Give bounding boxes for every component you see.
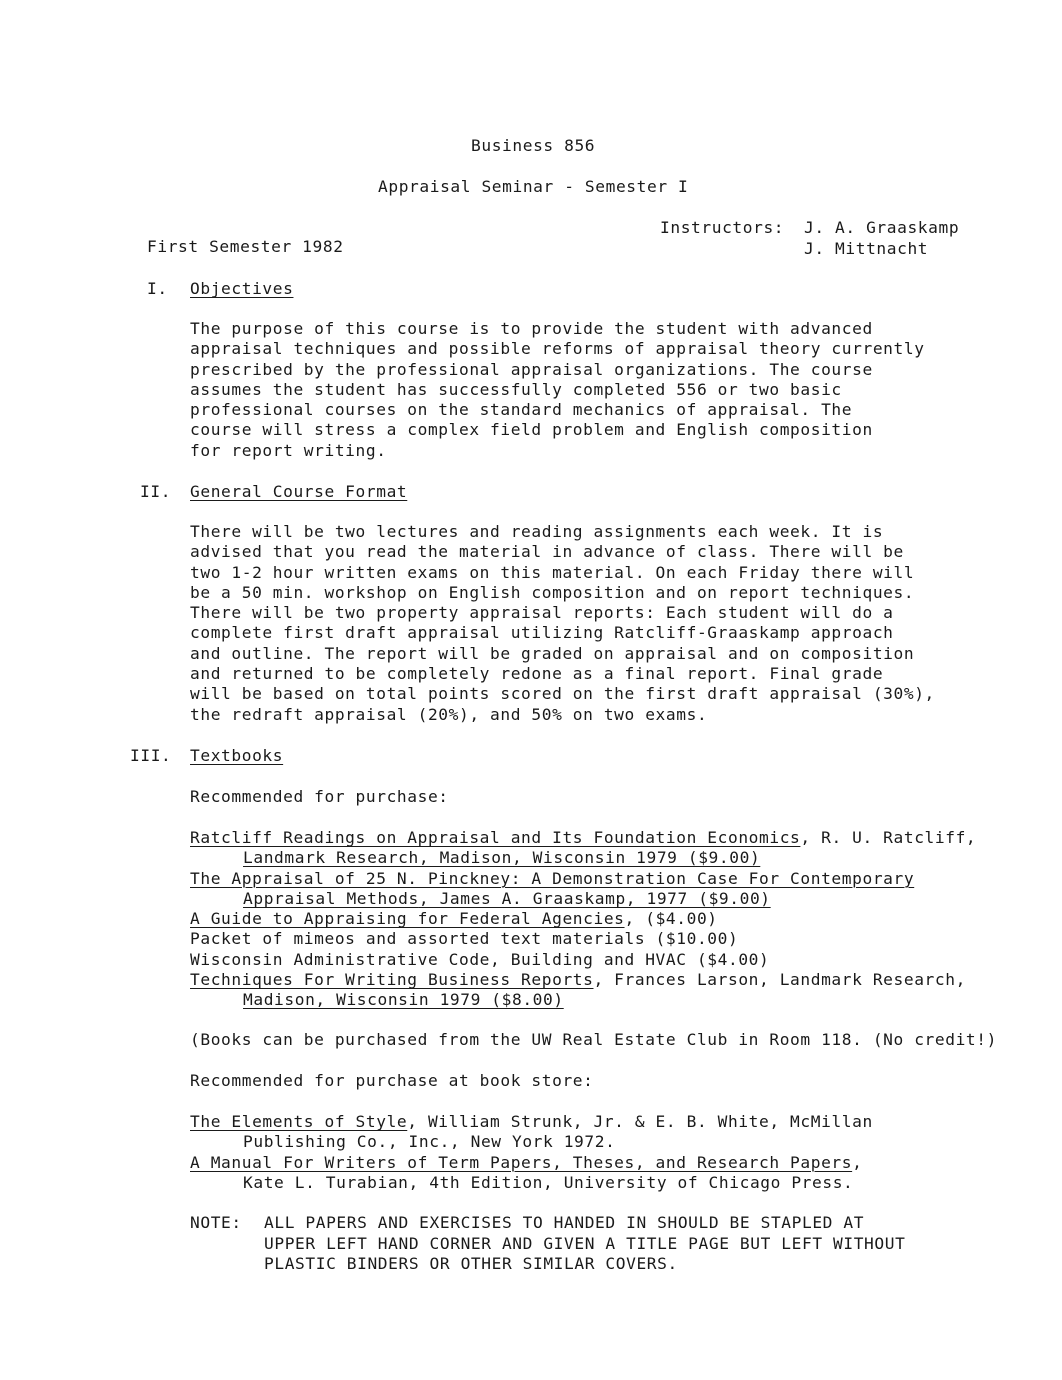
book-entry <box>190 869 1010 889</box>
section-heading: General Course Format <box>190 482 408 501</box>
paragraph-line: advised that you read the material in advance of class. There will be <box>190 542 904 562</box>
textbook-list <box>190 828 1010 1011</box>
paragraph-line: two 1-2 hour written exams on this material. On each Friday there will <box>190 562 915 582</box>
paragraph-line: the redraft appraisal (20%), and 50% on two exams. <box>190 704 708 724</box>
book-title: Appraisal Methods <box>243 888 419 908</box>
book-details: Kate L. Turabian, 4th Edition, University of Chicago Press. <box>243 1172 854 1192</box>
section-heading: Textbooks <box>190 746 284 765</box>
objectives-paragraph <box>190 319 1010 461</box>
book-details: Madison, Wisconsin 1979 ($8.00) <box>243 990 564 1010</box>
paragraph-line: and outline. The report will be graded on appraisal and on composition <box>190 643 915 663</box>
book-title: Ratcliff Readings on Appraisal and Its Foundation Economics <box>190 828 801 847</box>
book-entry-continued <box>190 889 1010 909</box>
recommended-label: Recommended for purchase: <box>190 787 449 806</box>
paragraph-line: course will stress a complex field problem and English composition <box>190 420 873 440</box>
paragraph-line: prescribed by the professional appraisal organizations. The course <box>190 359 873 379</box>
paragraph-line: There will be two lectures and reading assignments each week. It is <box>190 522 884 541</box>
section-number: III. <box>130 746 172 765</box>
book-entry <box>190 828 1010 848</box>
book-details: , <box>852 1152 863 1172</box>
book-details: Wisconsin Administrative Code, Building and HVAC ($4.00) <box>190 949 770 969</box>
book-entry <box>190 1112 1010 1132</box>
instructors-label: Instructors: <box>660 218 785 237</box>
book-entry <box>190 929 1010 949</box>
paragraph-line: assumes the student has successfully completed 556 or two basic <box>190 379 842 399</box>
paragraph-line: be a 50 min. workshop on English composition and on report techniques. <box>190 582 915 602</box>
bookstore-label: Recommended for purchase at book store: <box>190 1071 594 1090</box>
note-line: PLASTIC BINDERS OR OTHER SIMILAR COVERS. <box>264 1254 678 1273</box>
book-entry <box>190 1153 1010 1173</box>
instructor-name: J. Mittnacht <box>804 239 929 258</box>
semester-label: First Semester 1982 <box>147 237 344 256</box>
section-heading: Objectives <box>190 279 294 298</box>
book-title: The Elements of Style <box>190 1112 408 1131</box>
paragraph-line: professional courses on the standard mechanics of appraisal. The <box>190 400 853 420</box>
book-details: , Frances Larson, Landmark Research, <box>593 970 966 990</box>
course-number: Business 856 <box>471 136 596 155</box>
bookstore-list <box>190 1112 1010 1193</box>
section-number: I. <box>147 279 168 298</box>
note-line: UPPER LEFT HAND CORNER AND GIVEN A TITLE PAGE BUT LEFT WITHOUT <box>264 1233 906 1253</box>
note-line: ALL PAPERS AND EXERCISES TO HANDED IN SHOULD BE STAPLED AT <box>264 1213 865 1232</box>
note-label: NOTE: <box>190 1213 242 1232</box>
section-number: II. <box>140 482 172 501</box>
book-title: Techniques For Writing Business Reports <box>190 970 594 990</box>
book-details: , R. U. Ratcliff, <box>800 828 977 847</box>
book-entry-continued <box>190 848 1010 868</box>
book-entry-continued <box>190 1132 1010 1152</box>
book-details: , William Strunk, Jr. & E. B. White, McMillan <box>407 1112 873 1131</box>
instructor-name: J. A. Graaskamp <box>804 218 960 237</box>
paragraph-line: There will be two property appraisal reports: Each student will do a <box>190 603 894 623</box>
book-details: Landmark Research, Madison, Wisconsin 1979 ($9.00) <box>243 848 761 868</box>
paragraph-line: complete first draft appraisal utilizing Ratcliff-Graaskamp approach <box>190 623 894 643</box>
book-entry <box>190 950 1010 970</box>
paragraph-line: appraisal techniques and possible reforms of appraisal theory currently <box>190 339 925 359</box>
book-entry <box>190 970 1010 990</box>
book-title: A Manual For Writers of Term Papers, Theses, and Research Papers <box>190 1152 853 1172</box>
paragraph-line: for report writing. <box>190 440 387 460</box>
book-details: , James A. Graaskamp, 1977 ($9.00) <box>418 888 771 908</box>
course-format-paragraph <box>190 522 1010 725</box>
book-title: The Appraisal of 25 N. Pinckney: A Demonstration Case For Contemporary <box>190 868 915 888</box>
purchase-note: (Books can be purchased from the UW Real Estate Club in Room 118. (No credit!) <box>190 1030 997 1049</box>
book-title: A Guide to Appraising for Federal Agencies <box>190 909 625 929</box>
book-entry-continued <box>190 1173 1010 1193</box>
paragraph-line: will be based on total points scored on the first draft appraisal (30%), <box>190 684 935 704</box>
book-details: , ($4.00) <box>624 909 718 929</box>
book-entry <box>190 909 1010 929</box>
book-details: Packet of mimeos and assorted text materials ($10.00) <box>190 929 739 949</box>
course-title: Appraisal Seminar - Semester I <box>378 177 689 196</box>
paragraph-line: The purpose of this course is to provide the student with advanced <box>190 319 873 338</box>
book-details: Publishing Co., Inc., New York 1972. <box>243 1132 616 1152</box>
note-text <box>264 1213 905 1275</box>
paragraph-line: and returned to be completely redone as a final report. Final grade <box>190 664 884 684</box>
book-entry-continued <box>190 990 1010 1010</box>
